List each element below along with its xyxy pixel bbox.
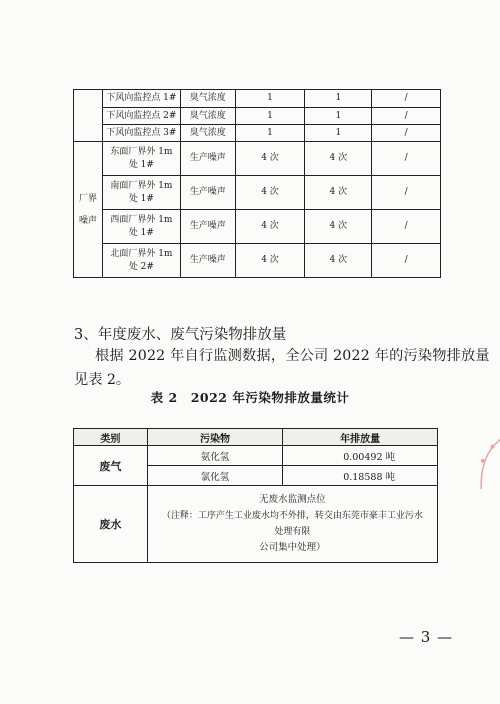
section-heading: 3、年度废水、废气污染物排放量	[74, 327, 287, 343]
monitor-point: 西面厂界外 1m 处 1#	[103, 210, 181, 244]
monitor-point: 下风向监控点 2#	[103, 108, 181, 125]
monitor-value-a: 4 次	[235, 176, 305, 210]
monitor-item: 臭气浓度	[180, 125, 235, 142]
monitor-value-a: 4 次	[235, 142, 305, 176]
table-header-row	[74, 429, 438, 446]
monitor-value-c: /	[372, 125, 441, 142]
monitor-item: 生产噪声	[180, 176, 235, 210]
pollutant-name: 氨化氢	[147, 446, 282, 466]
monitor-point: 下风向监控点 3#	[103, 125, 181, 142]
note-line: 公司集中处理）	[259, 542, 326, 553]
monitor-value-a: 4 次	[235, 244, 305, 278]
emission-amount: 0.00492 吨	[283, 446, 438, 466]
monitor-value-a: 1	[235, 125, 305, 142]
table-row	[74, 142, 441, 176]
monitor-value-c: /	[372, 142, 441, 176]
monitor-item: 臭气浓度	[180, 108, 235, 125]
table-row	[74, 210, 441, 244]
monitor-value-c: /	[372, 244, 441, 278]
table-row	[74, 90, 441, 108]
monitor-value-b: 4 次	[305, 210, 372, 244]
page-number: — 3 —	[399, 628, 454, 646]
table-row	[74, 108, 441, 125]
emission-table	[73, 428, 438, 563]
monitor-value-c: /	[372, 90, 441, 108]
monitor-value-b: 1	[305, 108, 372, 125]
monitor-value-b: 4 次	[305, 244, 372, 278]
monitor-value-b: 4 次	[305, 176, 372, 210]
monitor-value-c: /	[372, 210, 441, 244]
monitor-value-c: /	[372, 108, 441, 125]
table-row	[74, 446, 438, 466]
monitor-item: 生产噪声	[180, 244, 235, 278]
category-cell-empty	[74, 90, 103, 142]
gas-category: 废气	[74, 446, 148, 486]
table-row	[74, 176, 441, 210]
monitor-point: 北面厂界外 1m 处 2#	[103, 244, 181, 278]
noise-category: 厂界噪声	[74, 142, 103, 278]
monitor-point: 下风向监控点 1#	[103, 90, 181, 108]
pollutant-name: 氯化氢	[147, 466, 282, 486]
note-line: 无废水监测点位	[259, 494, 326, 505]
monitor-point: 南面厂界外 1m 处 1#	[103, 176, 181, 210]
water-note	[147, 486, 437, 563]
water-category: 废水	[74, 486, 148, 563]
paragraph-line: 见表 2。	[74, 372, 131, 388]
monitor-value-b: 1	[305, 125, 372, 142]
monitor-value-a: 1	[235, 108, 305, 125]
table-row	[74, 486, 438, 563]
red-seal-fragment-icon	[456, 416, 500, 494]
table-row	[74, 125, 441, 142]
monitor-point: 东面厂界外 1m 处 1#	[103, 142, 181, 176]
monitor-value-c: /	[372, 176, 441, 210]
monitor-value-b: 4 次	[305, 142, 372, 176]
monitor-value-b: 1	[305, 90, 372, 108]
header-amount: 年排放量	[283, 429, 438, 446]
paragraph-line: 根据 2022 年自行监测数据，全公司 2022 年的污染物排放量	[95, 348, 490, 364]
monitoring-table	[73, 89, 441, 278]
monitor-value-a: 1	[235, 90, 305, 108]
monitor-item: 生产噪声	[180, 210, 235, 244]
note-line: （注释：工序产生工业废水均不外排，转交由东莞市豪丰工业污水处理有限	[161, 511, 423, 537]
emission-amount: 0.18588 吨	[283, 466, 438, 486]
table-title: 表 2 2022 年污染物排放量统计	[150, 390, 350, 405]
table-row	[74, 244, 441, 278]
monitor-value-a: 4 次	[235, 210, 305, 244]
monitor-item: 生产噪声	[180, 142, 235, 176]
header-category: 类别	[74, 429, 148, 446]
header-pollutant: 污染物	[147, 429, 282, 446]
monitor-item: 臭气浓度	[180, 90, 235, 108]
